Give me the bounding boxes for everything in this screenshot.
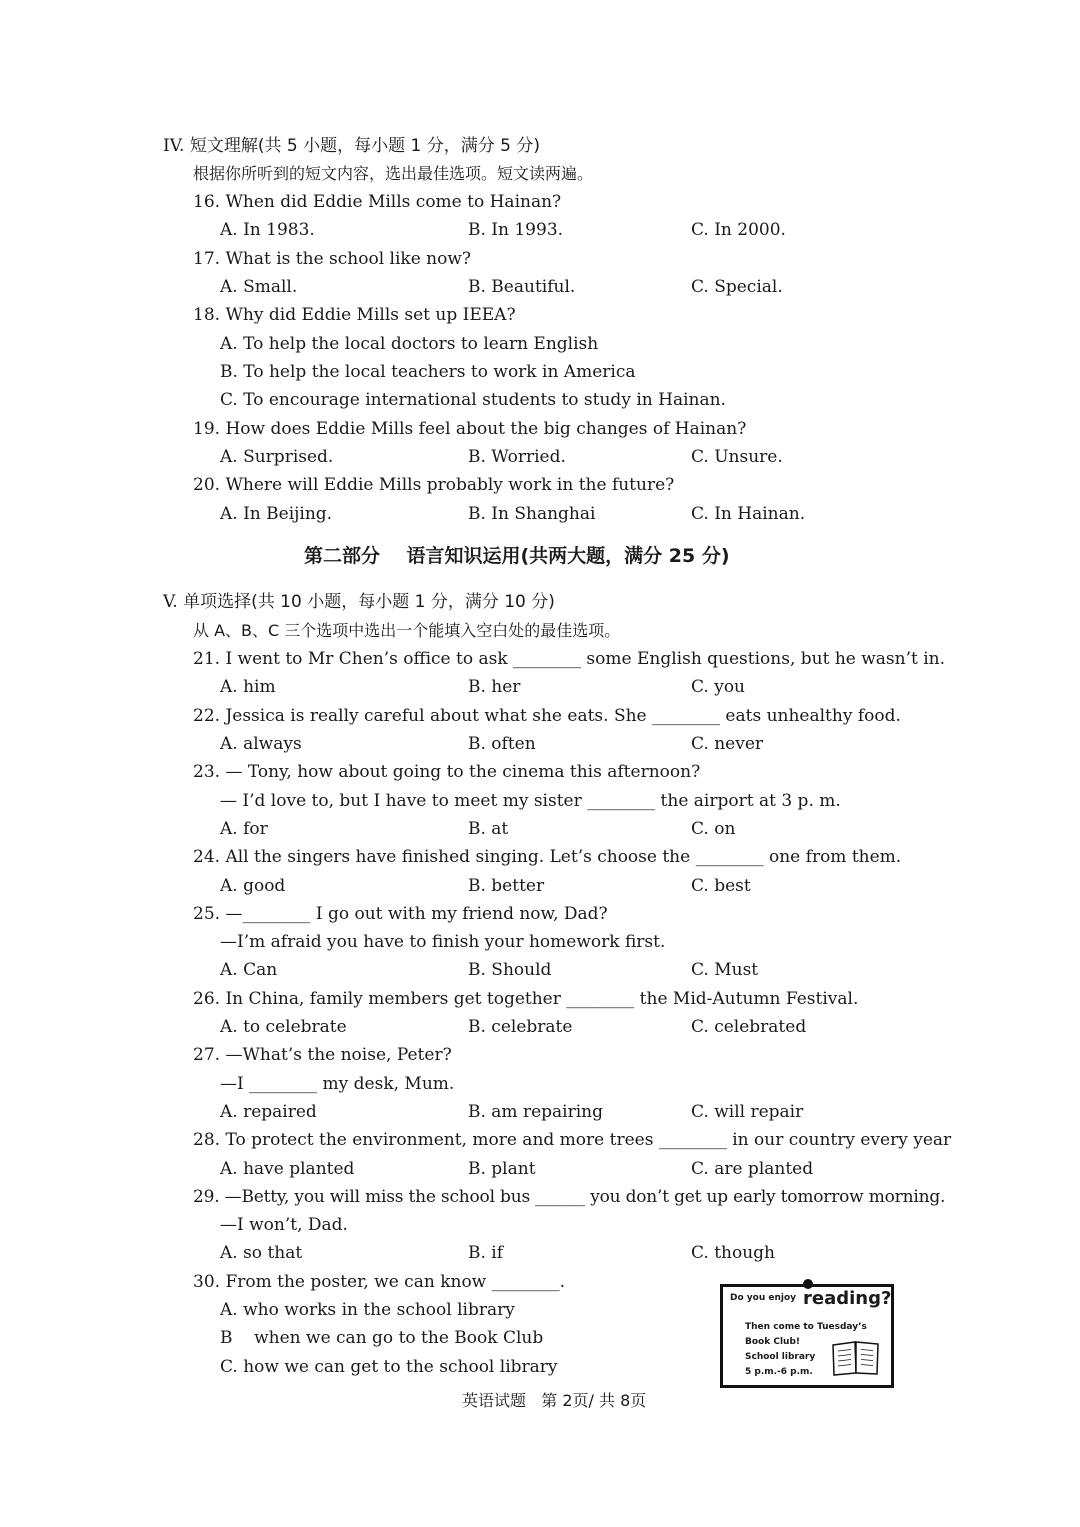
section-5-heading [163, 591, 555, 613]
q23-option-b[interactable]: B. at [468, 819, 509, 839]
question-21-stem: 21. I went to Mr Chen’s office to ask ________ some English questions, but he wasn’t in. [193, 649, 946, 669]
question-18-stem: 18. Why did Eddie Mills set up IEEA? [193, 305, 516, 325]
q20-option-a[interactable]: A. In Beijing. [220, 504, 333, 524]
question-25-stem: 25. —________ I go out with my friend now, Dad? [193, 904, 608, 924]
question-27-reply: —I ________ my desk, Mum. [220, 1074, 455, 1094]
q28-option-c[interactable]: C. are planted [691, 1159, 814, 1179]
q24-option-a[interactable]: A. good [220, 876, 286, 896]
q21-option-c[interactable]: C. you [691, 677, 745, 697]
part-2-title: 第二部分 语言知识运用(共两大题，满分 25 分) [304, 545, 730, 567]
question-20-stem: 20. Where will Eddie Mills probably work in the future? [193, 475, 675, 495]
q24-option-c[interactable]: C. best [691, 876, 751, 896]
question-16-stem: 16. When did Eddie Mills come to Hainan? [193, 192, 562, 212]
page-footer: 英语试题 第 2页/ 共 8页 [462, 1391, 647, 1410]
q26-option-c[interactable]: C. celebrated [691, 1017, 807, 1037]
q23-option-a[interactable]: A. for [220, 819, 268, 839]
book-club-poster [720, 1284, 894, 1388]
q17-option-b[interactable]: B. Beautiful. [468, 277, 576, 297]
question-19-stem: 19. How does Eddie Mills feel about the big changes of Hainan? [193, 419, 747, 439]
q18-option-b[interactable]: B. To help the local teachers to work in America [220, 362, 636, 382]
question-23-stem: 23. — Tony, how about going to the cinema this afternoon? [193, 762, 701, 782]
q27-option-a[interactable]: A. repaired [220, 1102, 317, 1122]
section-4-number: IV. [163, 136, 185, 156]
poster-line-3: School library [745, 1352, 816, 1362]
q27-option-b[interactable]: B. am repairing [468, 1102, 603, 1122]
poster-line-2: Book Club! [745, 1337, 800, 1347]
question-29-reply: —I won’t, Dad. [220, 1215, 348, 1235]
q26-option-b[interactable]: B. celebrate [468, 1017, 573, 1037]
section-4-instruction: 根据你所听到的短文内容，选出最佳选项。短文读两遍。 [193, 164, 594, 183]
poster-headline: reading? [803, 1288, 892, 1309]
question-24-stem: 24. All the singers have finished singing. Let’s choose the ________ one from them. [193, 847, 902, 867]
q26-option-a[interactable]: A. to celebrate [220, 1017, 347, 1037]
q29-option-a[interactable]: A. so that [220, 1243, 303, 1263]
section-5-number: V. [163, 592, 178, 612]
question-17-stem: 17. What is the school like now? [193, 249, 472, 269]
q28-option-a[interactable]: A. have planted [220, 1159, 355, 1179]
q22-option-c[interactable]: C. never [691, 734, 764, 754]
q21-option-b[interactable]: B. her [468, 677, 521, 697]
section-4-title: 短文理解(共 5 小题，每小题 1 分，满分 5 分) [189, 136, 540, 156]
q28-option-b[interactable]: B. plant [468, 1159, 536, 1179]
section-4-heading [163, 135, 540, 157]
q19-option-b[interactable]: B. Worried. [468, 447, 566, 467]
question-22-stem: 22. Jessica is really careful about what she eats. She ________ eats unhealthy food. [193, 706, 901, 726]
q17-option-a[interactable]: A. Small. [220, 277, 298, 297]
poster-line-1: Then come to Tuesday’s [745, 1322, 867, 1332]
q30-option-c[interactable]: C. how we can get to the school library [220, 1357, 558, 1377]
q18-option-c[interactable]: C. To encourage international students to study in Hainan. [220, 390, 726, 410]
poster-lead: Do you enjoy [730, 1293, 797, 1303]
q16-option-c[interactable]: C. In 2000. [691, 220, 786, 240]
q27-option-c[interactable]: C. will repair [691, 1102, 804, 1122]
question-25-reply: —I’m afraid you have to finish your homework first. [220, 932, 666, 952]
q29-option-b[interactable]: B. if [468, 1243, 504, 1263]
q25-option-a[interactable]: A. Can [220, 960, 278, 980]
q20-option-b[interactable]: B. In Shanghai [468, 504, 596, 524]
q22-option-b[interactable]: B. often [468, 734, 536, 754]
q17-option-c[interactable]: C. Special. [691, 277, 783, 297]
q22-option-a[interactable]: A. always [220, 734, 302, 754]
q19-option-a[interactable]: A. Surprised. [220, 447, 334, 467]
q25-option-c[interactable]: C. Must [691, 960, 759, 980]
q21-option-a[interactable]: A. him [220, 677, 276, 697]
poster-line-4: 5 p.m.-6 p.m. [745, 1367, 813, 1377]
q23-option-c[interactable]: C. on [691, 819, 736, 839]
question-23-reply: — I’d love to, but I have to meet my sister ________ the airport at 3 p. m. [220, 791, 841, 811]
question-27-stem: 27. —What’s the noise, Peter? [193, 1045, 452, 1065]
q30-option-a[interactable]: A. who works in the school library [220, 1300, 515, 1320]
open-book-icon [831, 1339, 881, 1377]
section-5-title: 单项选择(共 10 小题，每小题 1 分，满分 10 分) [183, 592, 555, 612]
q29-option-c[interactable]: C. though [691, 1243, 776, 1263]
question-28-stem: 28. To protect the environment, more and more trees ________ in our country every year [193, 1130, 952, 1150]
question-29-stem: 29. —Betty, you will miss the school bus ______ you don’t get up early tomorrow morning. [193, 1187, 946, 1207]
q18-option-a[interactable]: A. To help the local doctors to learn English [220, 334, 599, 354]
q24-option-b[interactable]: B. better [468, 876, 545, 896]
q19-option-c[interactable]: C. Unsure. [691, 447, 783, 467]
q20-option-c[interactable]: C. In Hainan. [691, 504, 806, 524]
question-26-stem: 26. In China, family members get together ________ the Mid-Autumn Festival. [193, 989, 859, 1009]
q16-option-b[interactable]: B. In 1993. [468, 220, 564, 240]
q16-option-a[interactable]: A. In 1983. [220, 220, 315, 240]
q25-option-b[interactable]: B. Should [468, 960, 552, 980]
section-5-instruction: 从 A、B、C 三个选项中选出一个能填入空白处的最佳选项。 [193, 621, 621, 640]
q30-option-b[interactable]: B when we can go to the Book Club [220, 1328, 544, 1348]
question-30-stem: 30. From the poster, we can know ________. [193, 1272, 566, 1292]
